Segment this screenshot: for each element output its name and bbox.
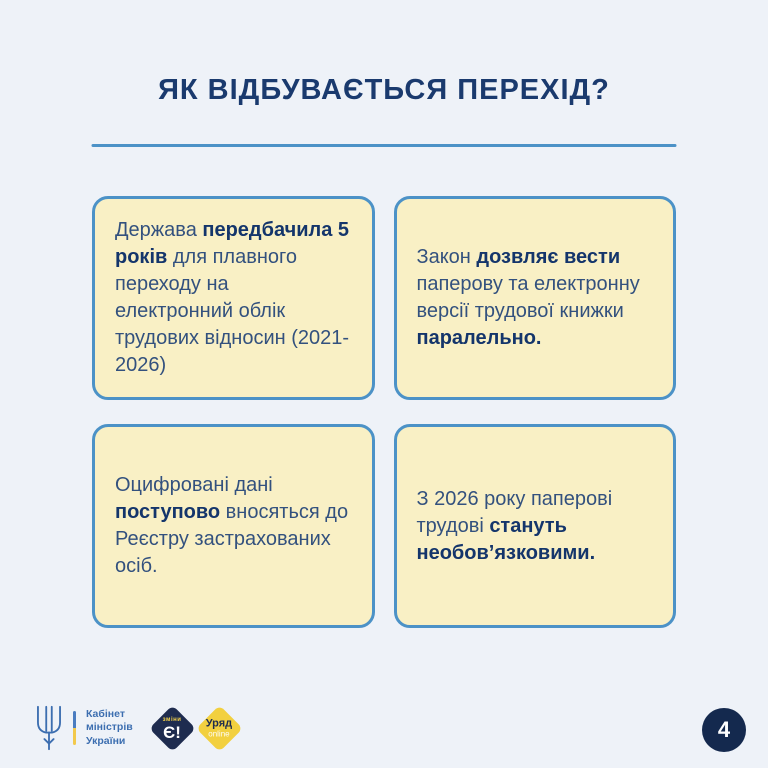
cabinet-of-ministers-label: Кабінет міністрів України — [86, 707, 133, 747]
uryad-online-badge — [196, 705, 243, 752]
footer — [34, 702, 243, 754]
card-text: Закон дозвляє вести паперову та електронну версії трудової книжки паралельно. — [416, 246, 640, 349]
page-title: ЯК ВІДБУВАЄТЬСЯ ПЕРЕХІД? — [158, 74, 610, 106]
zminy-ye-badge — [149, 705, 196, 752]
card-paper-optional — [394, 424, 677, 628]
uryad-label: Уряд — [206, 717, 233, 729]
card-text: Держава передбачила 5 років для плавного переходу на електронний облік трудових відносин (2021-2026) — [115, 219, 350, 376]
online-label: online — [208, 729, 230, 738]
zminy-label: зміни — [162, 715, 182, 722]
card-text: З 2026 року паперові трудові стануть необов’язковими. — [416, 487, 613, 564]
card-text: Оцифровані дані поступово вносяться до Реєстру застрахованих осіб. — [115, 474, 349, 577]
card-parallel-versions — [394, 196, 677, 400]
cards-grid — [92, 196, 676, 628]
card-transition-period — [92, 196, 375, 400]
card-digitized-data — [92, 424, 375, 628]
page-number-badge: 4 — [702, 708, 746, 752]
ukraine-trident-icon — [34, 705, 64, 751]
title-underline — [92, 144, 677, 147]
ye-label: Є! — [163, 721, 182, 741]
blue-yellow-flag-divider — [73, 711, 76, 745]
